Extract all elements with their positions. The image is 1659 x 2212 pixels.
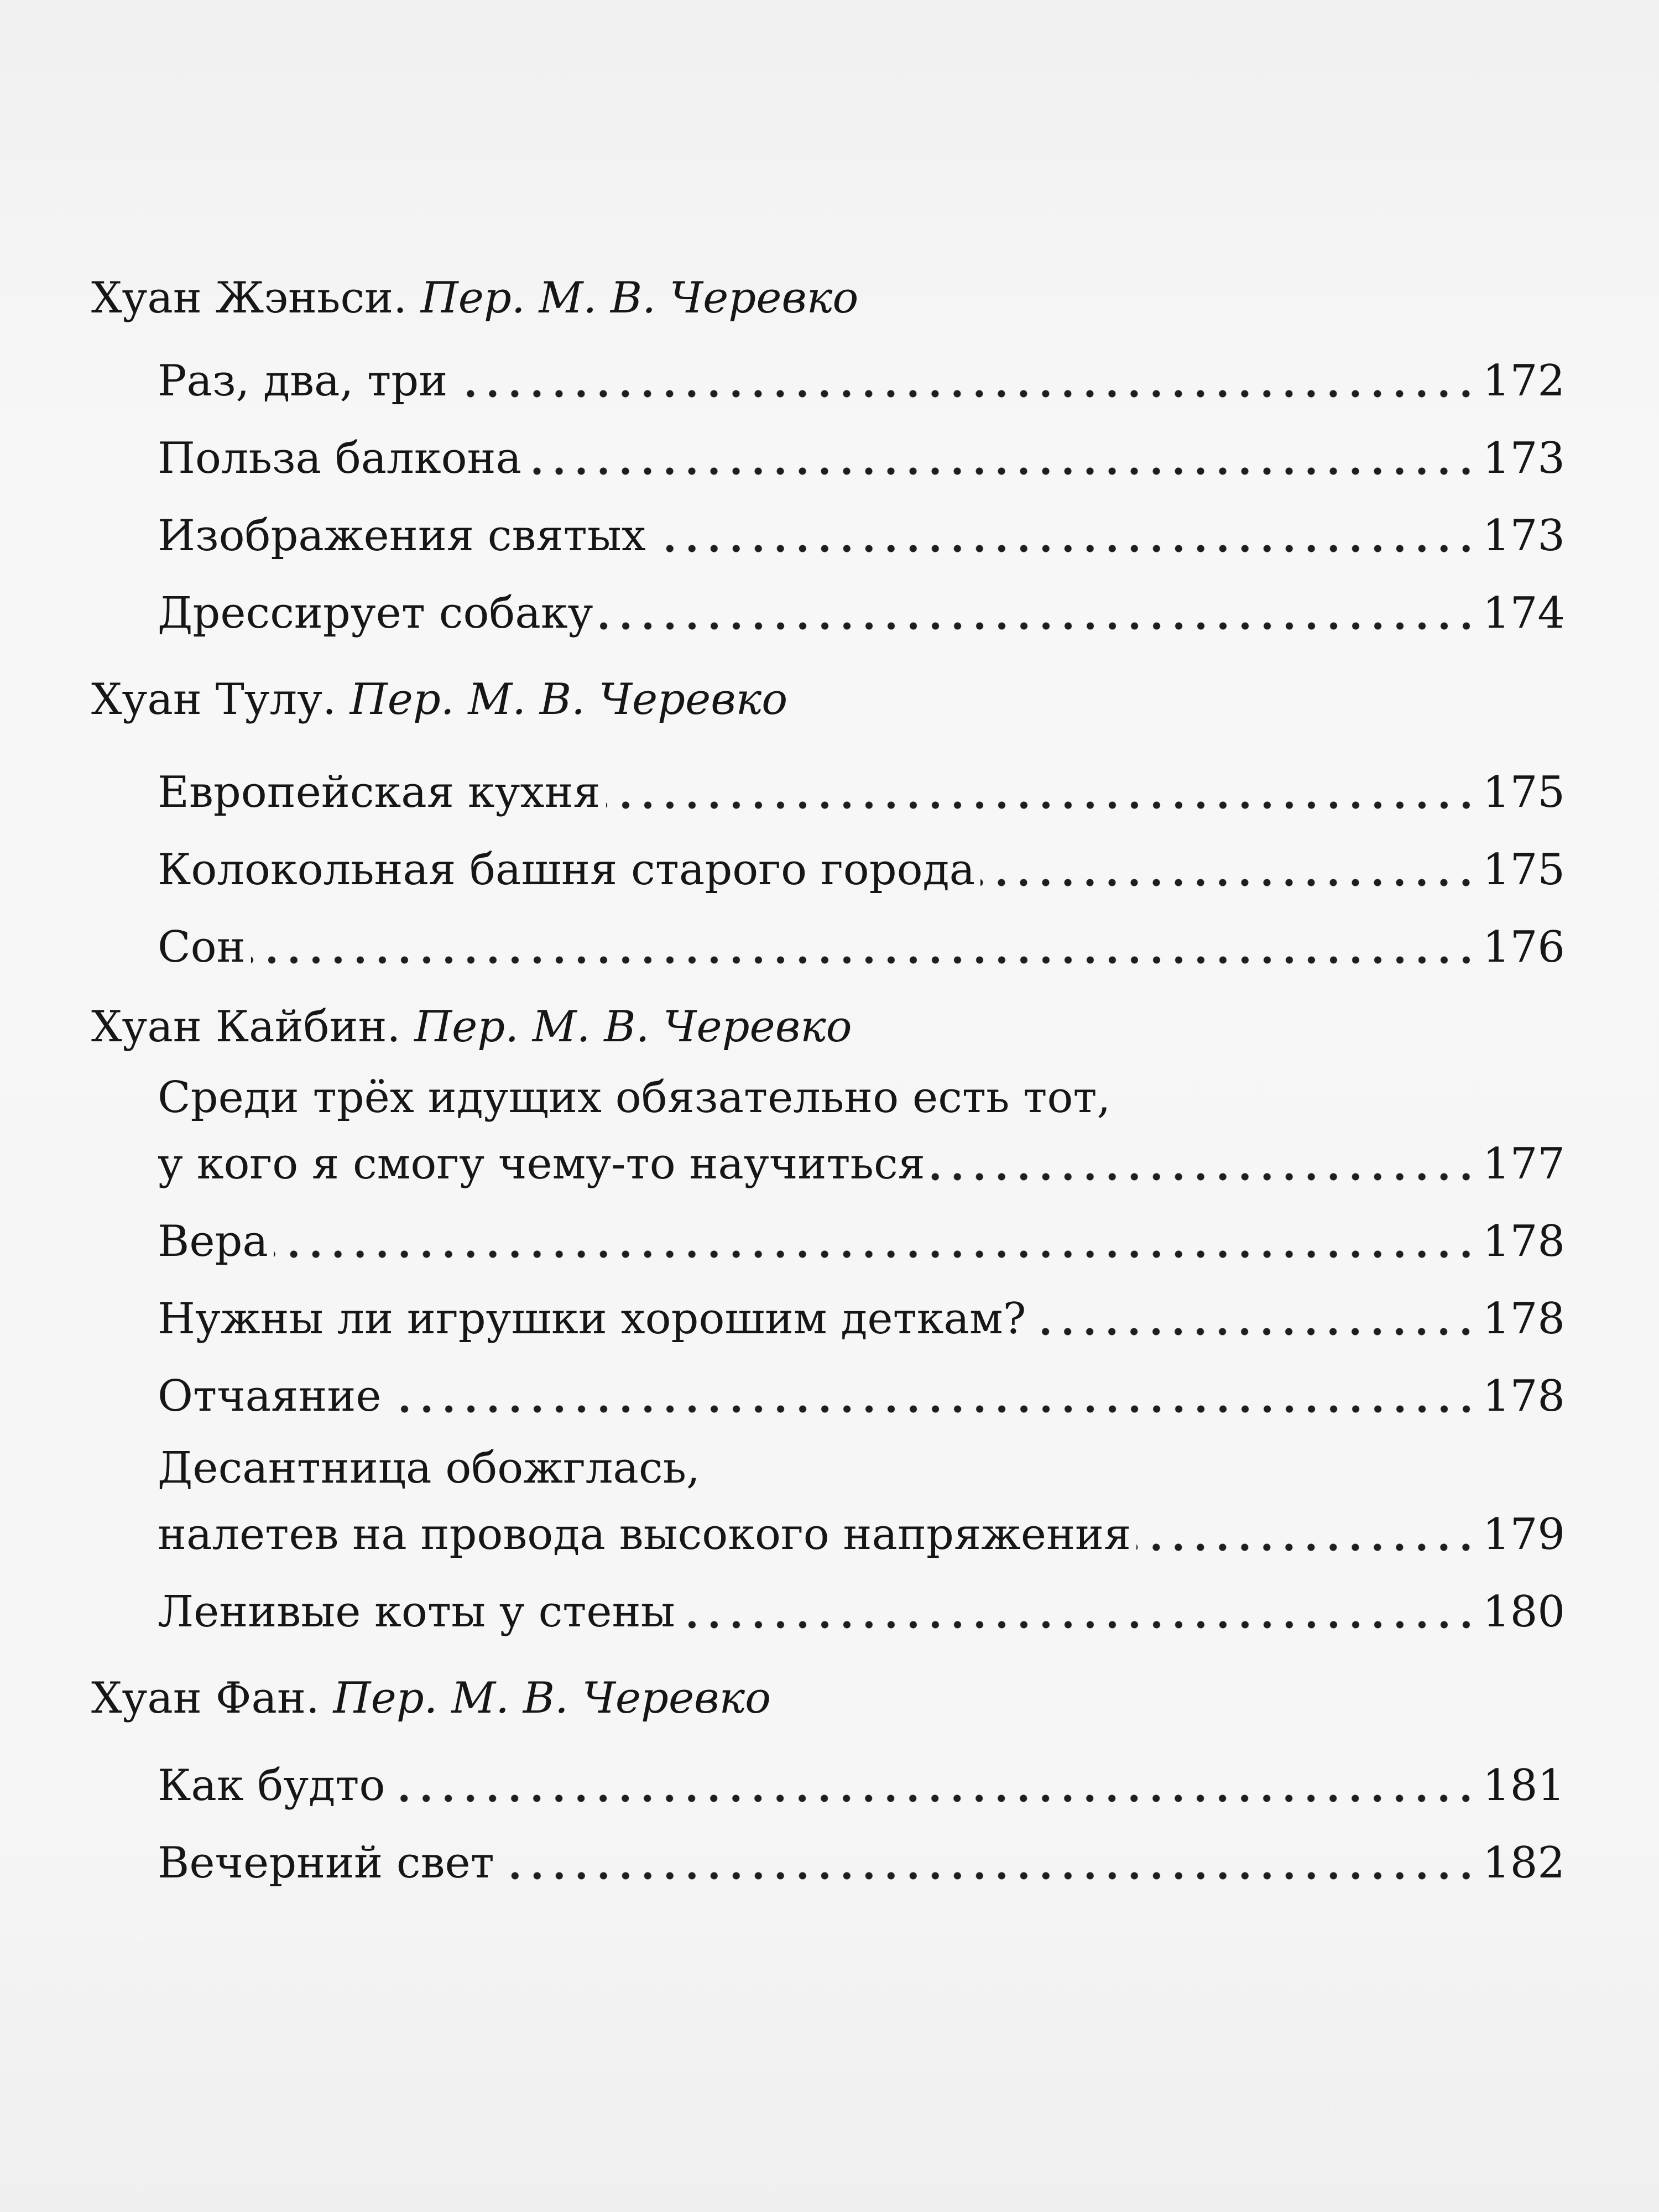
entry-title: Вечерний свет — [158, 1838, 494, 1888]
translator-credit: Пер. М. В. Черевко — [333, 1673, 771, 1723]
entry-title: Раз, два, три — [158, 356, 448, 406]
entry-page-number: 178 — [1483, 1217, 1565, 1266]
entry-title: Как будто — [158, 1761, 385, 1811]
dot-leader — [274, 1249, 1477, 1260]
dot-leader — [1136, 1542, 1477, 1553]
entry-page-number: 178 — [1483, 1294, 1565, 1344]
author-name: Хуан Жэньси — [91, 273, 394, 323]
entry-page-number: 176 — [1483, 922, 1565, 972]
section-author: Хуан Жэньси. Пер. М. В. Черевко — [91, 273, 859, 323]
author-name: Хуан Кайбин — [91, 1002, 387, 1052]
translator-credit: Пер. М. В. Черевко — [349, 675, 788, 724]
entry-page-number: 179 — [1483, 1510, 1565, 1559]
dot-leader — [390, 1793, 1477, 1804]
dot-leader — [527, 466, 1477, 477]
entry-page-number: 175 — [1483, 845, 1565, 895]
entry-page-number: 172 — [1483, 356, 1565, 406]
dot-leader — [453, 388, 1477, 399]
toc-entry — [158, 354, 1565, 406]
dot-leader — [980, 877, 1477, 888]
entry-page-number: 181 — [1483, 1761, 1565, 1811]
translator-credit: Пер. М. В. Черевко — [420, 273, 859, 323]
entry-title: Польза балкона — [158, 434, 522, 483]
entry-title-line2: у кого я смогу чему-то научиться — [158, 1139, 925, 1189]
toc-entry — [158, 509, 1565, 561]
entry-title: Европейская кухня — [158, 768, 601, 817]
dot-leader — [387, 1404, 1478, 1415]
toc-entry — [158, 843, 1565, 895]
entry-page-number: 180 — [1483, 1587, 1565, 1637]
entry-title: Отчаяние — [158, 1371, 382, 1421]
dot-leader — [606, 800, 1477, 811]
dot-leader — [1031, 1326, 1477, 1337]
dot-leader — [599, 620, 1478, 632]
table-of-contents — [91, 273, 1565, 1888]
entry-page-number: 182 — [1483, 1838, 1565, 1888]
entry-list — [158, 1073, 1565, 1637]
entry-page-number: 177 — [1483, 1139, 1565, 1189]
entry-title: Сон — [158, 922, 246, 972]
dot-leader — [651, 543, 1477, 554]
entry-title: Колокольная башня старого города — [158, 845, 975, 895]
toc-entry — [158, 431, 1565, 483]
entry-page-number: 174 — [1483, 588, 1565, 638]
author-name: Хуан Фан — [91, 1673, 306, 1723]
entry-page-number: 173 — [1483, 434, 1565, 483]
entry-page-number: 178 — [1483, 1371, 1565, 1421]
entry-list — [158, 1759, 1565, 1888]
dot-leader — [681, 1619, 1477, 1630]
toc-entry — [158, 586, 1565, 638]
toc-entry — [158, 1836, 1565, 1888]
author-name: Хуан Тулу — [91, 675, 323, 724]
entry-page-number: 173 — [1483, 511, 1565, 561]
toc-entry — [158, 1292, 1565, 1344]
dot-leader — [251, 954, 1477, 966]
entry-list — [158, 354, 1565, 638]
section-author: Хуан Кайбин. Пер. М. В. Черевко — [91, 1002, 852, 1052]
section-author: Хуан Фан. Пер. М. В. Черевко — [91, 1673, 771, 1723]
section-author: Хуан Тулу. Пер. М. В. Черевко — [91, 675, 788, 724]
dot-leader — [500, 1870, 1477, 1881]
toc-entry — [158, 765, 1565, 817]
toc-entry — [158, 920, 1565, 972]
dot-leader — [931, 1171, 1477, 1182]
entry-title: Вера — [158, 1217, 268, 1266]
entry-title-line1: Среди трёх идущих обязательно есть тот, — [158, 1073, 1111, 1123]
toc-entry — [158, 1443, 1565, 1559]
toc-entry — [158, 1214, 1565, 1266]
entry-page-number: 175 — [1483, 768, 1565, 817]
translator-credit: Пер. М. В. Черевко — [414, 1002, 852, 1052]
entry-list — [158, 765, 1565, 972]
entry-title: Дрессирует собаку — [158, 588, 593, 638]
entry-title-line2: налетев на провода высокого напряжения — [158, 1510, 1131, 1559]
toc-entry — [158, 1759, 1565, 1811]
entry-title: Изображения святых — [158, 511, 646, 561]
entry-title-line1: Десантница обожглась, — [158, 1443, 700, 1493]
entry-title: Нужны ли игрушки хорошим деткам? — [158, 1294, 1026, 1344]
toc-entry — [158, 1585, 1565, 1637]
toc-entry — [158, 1369, 1565, 1421]
toc-entry — [158, 1073, 1565, 1189]
entry-title: Ленивые коты у стены — [158, 1587, 675, 1637]
